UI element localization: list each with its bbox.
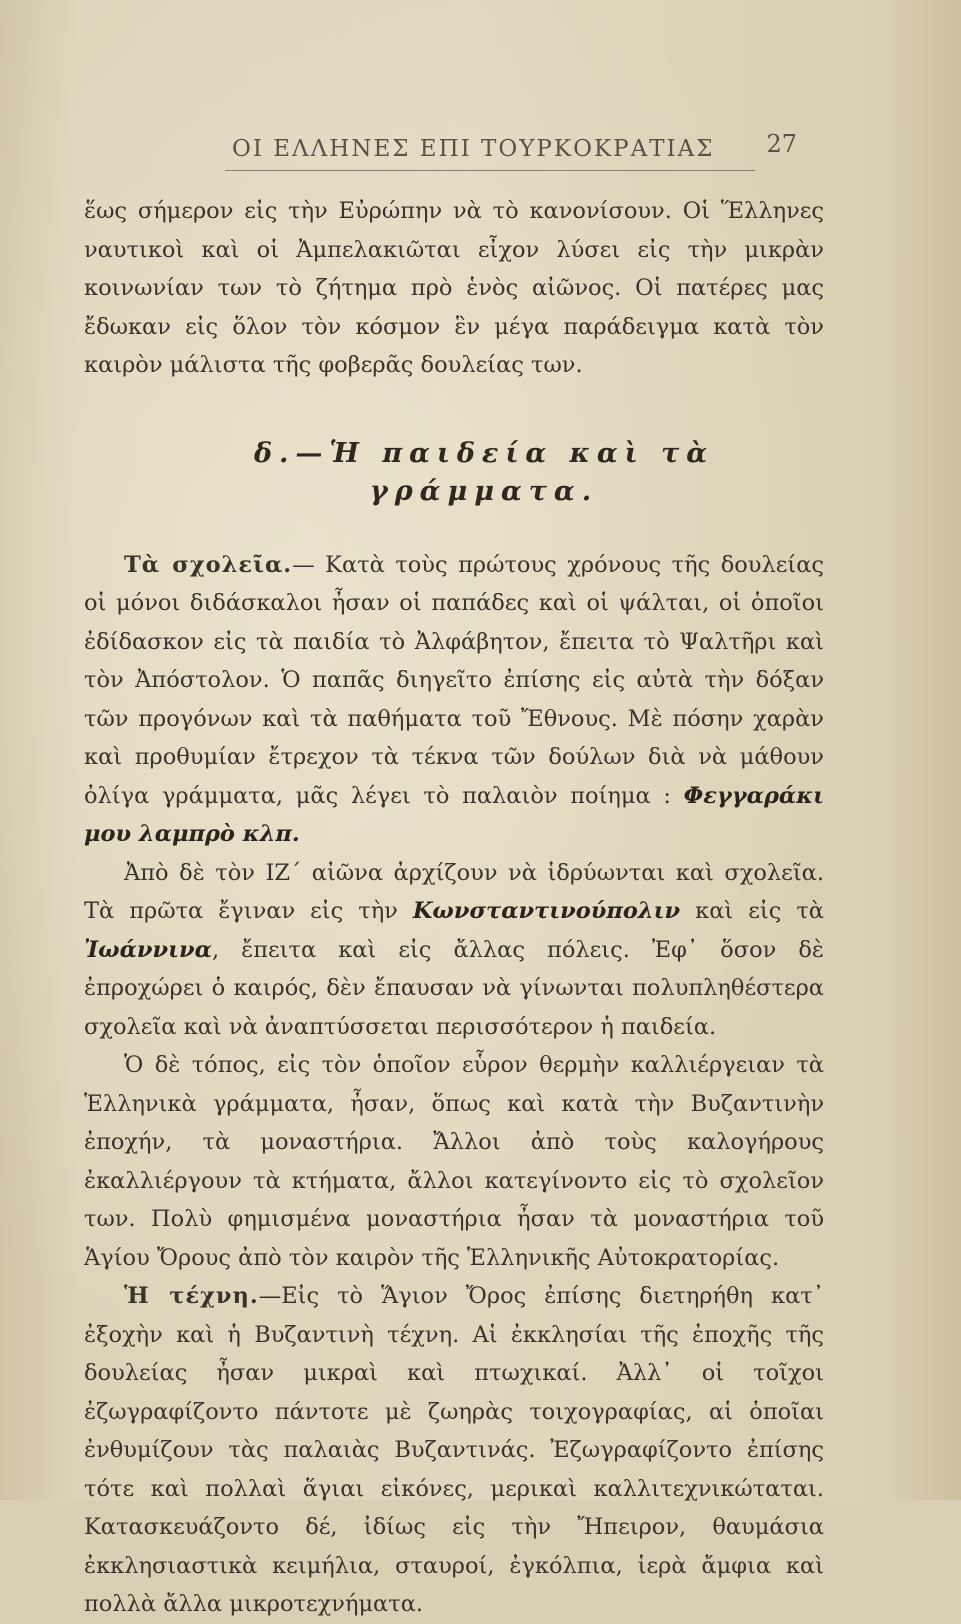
city-ioannina: Ἰωάννινα — [84, 936, 212, 963]
paragraph-schools-lead: Τὰ σχολεῖα. — [124, 551, 293, 578]
paragraph-schools-text: — Κατὰ τοὺς πρώτους χρόνους τῆς δουλείας οἱ μόνοι διδάσκαλοι ἦσαν οἱ παπάδες καὶ οἱ ψάλται, οἱ ὁποῖοι ἐδίδασκον εἰς τὰ παιδία τὸ Ἀλφάβητον, ἔπειτα τὸ Ψαλτῆρι καὶ τὸν Ἀπόστολον. Ὁ παπᾶς διηγεῖτο ἐπίσης εἰς αὐτὰ τὴν δόξαν τῶν προγόνων καὶ τὰ παθήματα τοῦ Ἔθνους. Μὲ πόσην χαρὰν καὶ προθυμίαν ἔτρεχον τὰ τέκνα τῶν δούλων διὰ νὰ μάθουν ὀλίγα γράμματα, μᾶς λέγει τὸ παλαιὸν ποίημα : — [84, 551, 824, 809]
paragraph-founding-c: , ἔπειτα καὶ εἰς ἄλλας πόλεις. Ἐφ᾽ ὅσον δὲ ἐπροχώρει ὁ καιρός, δὲν ἔπαυσαν νὰ γίνωνται πολυπληθέστερα σχολεῖα καὶ νὰ ἀναπτύσσεται περισσότερον ἡ παιδεία. — [84, 936, 824, 1040]
paragraph-monasteries: Ὁ δὲ τόπος, εἰς τὸν ὁποῖον εὗρον θερμὴν καλλιέργειαν τὰ Ἑλληνικὰ γράμματα, ἦσαν, ὅπως καὶ κατὰ τὴν Βυζαντινὴν ἐποχήν, τὰ μοναστήρια. Ἄλλοι ἀπὸ τοὺς καλογήρους ἐκαλλιέργουν τὰ κτήματα, ἄλλοι κατεγίνοντο εἰς τὸ σχολεῖον των. Πολὺ φημισμένα μοναστήρια ἦσαν τὰ μοναστήρια τοῦ Ἁγίου Ὄρους ἀπὸ τὸν καιρὸν τῆς Ἑλληνικῆς Αὐτοκρατορίας. — [84, 1052, 824, 1271]
header-rule — [225, 170, 755, 171]
paragraph-schools — [84, 546, 824, 854]
paragraph-art — [84, 1277, 824, 1624]
page-number: 27 — [766, 130, 797, 158]
page-header — [150, 130, 825, 170]
paragraph-founding-b: καὶ εἰς τὰ — [695, 898, 824, 924]
poem-title: Φεγγαράκι μου λαμπρὸ κλπ. — [84, 782, 824, 847]
paragraph-art-lead: Ἡ τέχνη. — [124, 1283, 259, 1309]
paragraph-founding-a: Ἀπὸ δὲ τὸν ΙΖ´ αἰῶνα ἀρχίζουν νὰ ἱδρύωνται καὶ σχολεῖα. Τὰ πρῶτα ἔγιναν εἰς τὴν — [84, 859, 824, 924]
paragraph-1: ἕως σήμερον εἰς τὴν Εὐρώπην νὰ τὸ κανονίσουν. Οἱ Ἕλληνες ναυτικοὶ καὶ οἱ Ἀμπελακιῶται εἶχον λύσει εἰς τὴν μικρὰν κοινωνίαν των τὸ ζήτημα πρὸ ἑνὸς αἰῶνος. Οἱ πατέρες μας ἔδωκαν εἰς ὅλον τὸν κόσμον ἓν μέγα παράδειγμα κατὰ τὸν καιρὸν μάλιστα τῆς φοβερᾶς δουλείας των. — [84, 198, 824, 378]
body-text — [84, 192, 824, 1624]
paragraph-founding — [84, 854, 824, 1047]
section-heading: δ.—Ἡ παιδεία καὶ τὰ γράμματα. — [253, 437, 715, 507]
running-head: ΟΙ ΕΛΛΗΝΕΣ ΕΠΙ ΤΟΥΡΚΟΚΡΑΤΙΑΣ — [232, 136, 715, 162]
paragraph-art-text: —Εἰς τὸ Ἅγιον Ὄρος ἐπίσης διετηρήθη κατ᾽ ἐξοχὴν καὶ ἡ Βυζαντινὴ τέχνη. Αἱ ἐκκλησίαι τῆς ἐποχῆς τῆς δουλείας ἦσαν μικραὶ καὶ πτωχικαί. Ἀλλ᾽ οἱ τοῖχοι ἐζωγραφίζοντο πάντοτε μὲ ζωηρὰς τοιχογραφίας, αἱ ὁποῖαι ἐνθυμίζουν τὰς παλαιὰς Βυζαντινάς. Ἐζωγραφίζοντο ἐπίσης τότε καὶ πολλαὶ ἅγιαι εἰκόνες, μερικαὶ καλλιτεχνικώταται. Κατασκευάζοντο δέ, ἰδίως εἰς τὴν Ἤπειρον, θαυμάσια ἐκκλησιαστικὰ κειμήλια, σταυροί, ἐγκόλπια, ἱερὰ ἄμφια καὶ πολλὰ ἄλλα μικροτεχνήματα. — [84, 1283, 824, 1617]
city-constantinople: Κωνσταντινούπολιν — [412, 898, 681, 924]
